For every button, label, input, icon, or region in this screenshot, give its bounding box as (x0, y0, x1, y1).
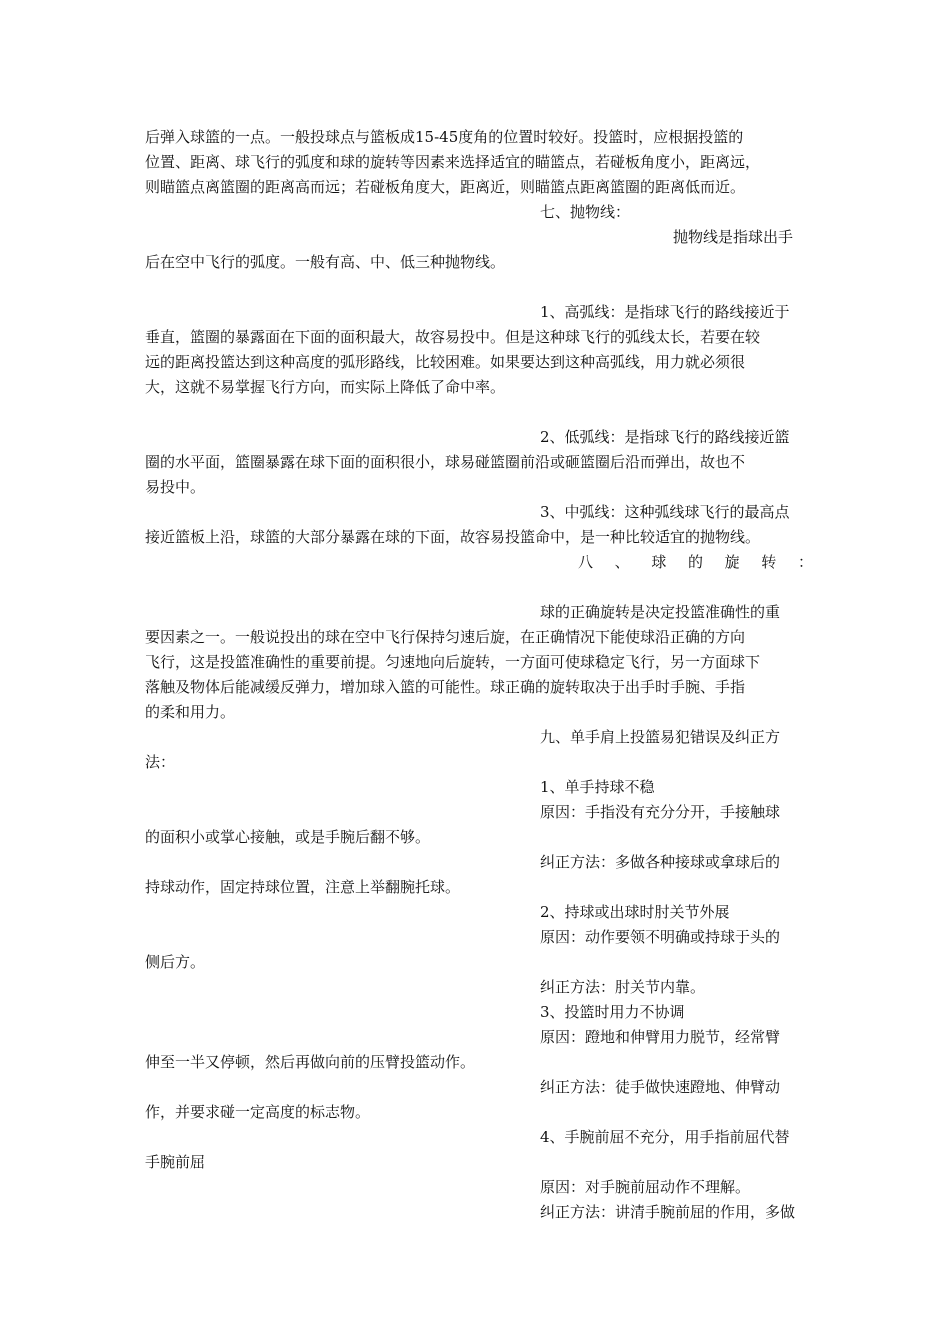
text-line: 原因：对手腕前屈动作不理解。 (540, 1178, 751, 1196)
text-line: 抛物线是指球出手 (673, 228, 794, 246)
text-line: 侧后方。 (145, 953, 206, 971)
text-line: 后弹入球篮的一点。一般投球点与篮板成15-45度角的位置时较好。投篮时，应根据投篮的 (145, 128, 744, 146)
text-line: 接近篮板上沿，球篮的大部分暴露在球的下面，故容易投篮命中，是一种比较适宜的抛物线。 (145, 528, 761, 546)
text-line: 2、持球或出球时肘关节外展 (540, 903, 730, 921)
text-line: 飞行，这是投篮准确性的重要前提。匀速地向后旋转，一方面可使球稳定飞行，另一方面球下 (145, 653, 761, 671)
text-line: 持球动作，固定持球位置，注意上举翻腕托球。 (145, 878, 461, 896)
text-line: 的面积小或掌心接触，或是手腕后翻不够。 (145, 828, 431, 846)
text-line: 纠正方法：多做各种接球或拿球后的 (540, 853, 781, 871)
heading-char: 旋 (724, 553, 740, 571)
text-line: 要因素之一。一般说投出的球在空中飞行保持匀速后旋，在正确情况下能使球沿正确的方向 (145, 628, 746, 646)
heading-char: 球 (651, 553, 667, 571)
text-line: 3、投篮时用力不协调 (540, 1003, 685, 1021)
text-line: 原因：动作要领不明确或持球于头的 (540, 928, 781, 946)
text-line: 圈的水平面，篮圈暴露在球下面的面积很小，球易碰篮圈前沿或砸篮圈后沿而弹出，故也不 (145, 453, 746, 471)
text-line: 落触及物体后能减缓反弹力，增加球入篮的可能性。球正确的旋转取决于出手时手腕、手指 (145, 678, 746, 696)
text-line: 原因：手指没有充分分开，手接触球 (540, 803, 781, 821)
text-line: 手腕前屈 (145, 1153, 206, 1171)
heading-char: 八 (578, 553, 594, 571)
text-line: 1、高弧线：是指球飞行的路线接近于 (540, 303, 790, 321)
text-line: 纠正方法：徒手做快速蹬地、伸臂动 (540, 1078, 781, 1096)
text-line: 大，这就不易掌握飞行方向，而实际上降低了命中率。 (145, 378, 506, 396)
text-line: 法： (145, 753, 176, 771)
text-line: 纠正方法：肘关节内靠。 (540, 978, 706, 996)
text-line: 2、低弧线：是指球飞行的路线接近篮 (540, 428, 790, 446)
text-line: 作，并要求碰一定高度的标志物。 (145, 1103, 371, 1121)
heading-char: 转 (761, 553, 777, 571)
text-line: 1、单手持球不稳 (540, 778, 655, 796)
section-heading-8 (578, 552, 813, 572)
text-line: 的柔和用力。 (145, 703, 236, 721)
text-line: 纠正方法：讲清手腕前屈的作用，多做 (540, 1203, 796, 1221)
text-line: 垂直，篮圈的暴露面在下面的面积最大，故容易投中。但是这种球飞行的弧线太长，若要在较 (145, 328, 761, 346)
text-line: 远的距离投篮达到这种高度的弧形路线，比较困难。如果要达到这种高弧线，用力就必须很 (145, 353, 746, 371)
text-line: 伸至一半又停顿，然后再做向前的压臂投篮动作。 (145, 1053, 476, 1071)
section-heading-7: 七、抛物线： (540, 203, 631, 221)
heading-char: ： (797, 553, 813, 571)
text-line: 易投中。 (145, 478, 206, 496)
heading-char: 的 (687, 553, 703, 571)
text-line: 球的正确旋转是决定投篮准确性的重 (540, 603, 781, 621)
text-line: 4、手腕前屈不充分，用手指前屈代替 (540, 1128, 790, 1146)
text-line: 后在空中飞行的弧度。一般有高、中、低三种抛物线。 (145, 253, 506, 271)
text-line: 则瞄篮点离篮圈的距离高而远；若碰板角度大，距离近，则瞄篮点距离篮圈的距离低而近。 (145, 178, 746, 196)
text-line: 原因：蹬地和伸臂用力脱节，经常臂 (540, 1028, 781, 1046)
section-heading-9: 九、单手肩上投篮易犯错误及纠正方 (540, 728, 781, 746)
text-line: 位置、距离、球飞行的弧度和球的旋转等因素来选择适宜的瞄篮点，若碰板角度小，距离远， (145, 153, 761, 171)
text-line: 3、中弧线：这种弧线球飞行的最高点 (540, 503, 790, 521)
heading-char: 、 (614, 553, 630, 571)
